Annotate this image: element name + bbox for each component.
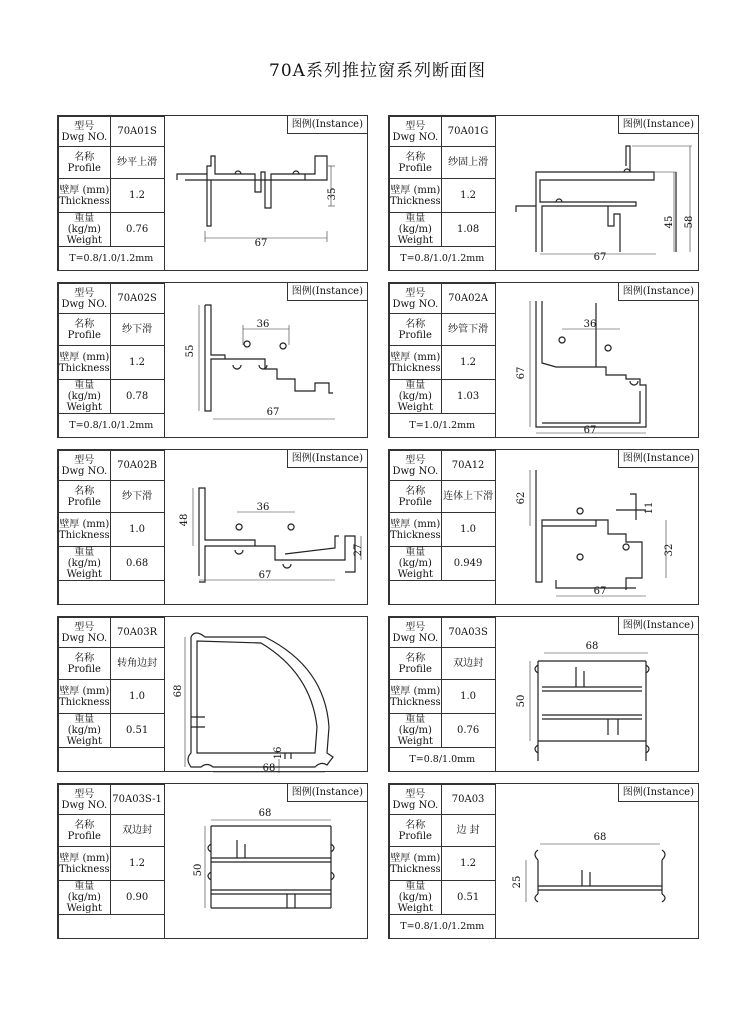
thickness-value: 1.2 <box>441 179 495 213</box>
instance-tag: 图例(Instance) <box>618 617 698 635</box>
dwg-number: 70A01S <box>110 117 164 147</box>
profile-card <box>57 616 368 772</box>
profile-name: 纱平上滑 <box>110 147 164 179</box>
profile-label: 名称 Profile <box>390 314 442 346</box>
profile-card <box>388 449 699 605</box>
weight-label: 重量(kg/m) Weight <box>59 714 111 748</box>
thickness-note: T=1.0/1.2mm <box>390 414 496 438</box>
dwg-label: 型号 Dwg NO. <box>59 451 111 481</box>
dimension-label: 55 <box>185 344 196 358</box>
dwg-number: 70A03R <box>110 618 164 648</box>
profile-name: 双边封 <box>441 648 495 680</box>
thickness-note: T=0.8/1.0/1.2mm <box>59 247 165 271</box>
dwg-number: 70A02S <box>110 284 164 314</box>
dwg-number: 70A03S-1 <box>110 785 164 815</box>
thickness-value: 1.2 <box>110 179 164 213</box>
profile-drawing <box>165 784 367 938</box>
dimension-label: 68 <box>585 641 599 652</box>
thickness-note: T=0.8/1.0/1.2mm <box>59 414 165 438</box>
dimension-label: 25 <box>512 875 523 889</box>
profile-label: 名称 Profile <box>59 147 111 179</box>
dimension-label: 67 <box>583 425 597 436</box>
spec-table <box>58 450 165 605</box>
dwg-label: 型号 Dwg NO. <box>390 451 442 481</box>
profile-name: 纱管下滑 <box>441 314 495 346</box>
weight-label: 重量(kg/m) Weight <box>59 380 111 414</box>
profile-card <box>388 616 699 772</box>
dwg-number: 70A03 <box>441 785 495 815</box>
thickness-value: 1.2 <box>110 346 164 380</box>
dwg-label: 型号 Dwg NO. <box>390 618 442 648</box>
weight-value: 0.51 <box>110 714 164 748</box>
weight-value: 1.03 <box>441 380 495 414</box>
dimension-label: 35 <box>327 187 338 201</box>
thickness-note: T=0.8/1.0/1.2mm <box>390 247 496 271</box>
profile-drawing <box>165 450 367 604</box>
instance-tag: 图例(Instance) <box>618 450 698 468</box>
dwg-number: 70A12 <box>441 451 495 481</box>
spec-table <box>389 450 496 605</box>
weight-label: 重量(kg/m) Weight <box>59 213 111 247</box>
thickness-label: 壁厚 (mm) Thickness <box>390 680 442 714</box>
profile-name: 转角边封 <box>110 648 164 680</box>
thickness-label: 壁厚 (mm) Thickness <box>59 346 111 380</box>
dwg-label: 型号 Dwg NO. <box>390 785 442 815</box>
weight-label: 重量(kg/m) Weight <box>390 881 442 915</box>
thickness-value: 1.2 <box>110 847 164 881</box>
spec-table <box>58 116 165 271</box>
dimension-label: 68 <box>593 832 607 843</box>
instance-tag: 图例(Instance) <box>287 283 367 301</box>
dwg-number: 70A02A <box>441 284 495 314</box>
dwg-number: 70A03S <box>441 618 495 648</box>
spec-table <box>58 617 165 772</box>
spec-table <box>389 116 496 271</box>
profile-name: 连体上下滑 <box>441 481 495 513</box>
dimension-label: 62 <box>516 491 527 505</box>
thickness-note: T=0.8/1.0/1.2mm <box>390 915 496 939</box>
dimension-label: 50 <box>193 863 204 877</box>
spec-table <box>389 784 496 939</box>
instance-tag: 图例(Instance) <box>287 784 367 802</box>
weight-label: 重量(kg/m) Weight <box>390 380 442 414</box>
dimension-label: 36 <box>256 319 270 330</box>
dwg-number: 70A02B <box>110 451 164 481</box>
weight-value: 0.90 <box>110 881 164 915</box>
dwg-number: 70A01G <box>441 117 495 147</box>
profile-name: 纱下滑 <box>110 481 164 513</box>
weight-label: 重量(kg/m) Weight <box>390 714 442 748</box>
thickness-note <box>390 581 496 605</box>
thickness-note <box>59 915 165 939</box>
cross-section-svg <box>165 450 369 606</box>
cross-section-svg <box>496 617 700 773</box>
profile-name: 双边封 <box>110 815 164 847</box>
thickness-note: T=0.8/1.0mm <box>390 748 496 772</box>
instance-tag: 图例(Instance) <box>618 116 698 134</box>
weight-value: 0.51 <box>441 881 495 915</box>
profile-drawing <box>496 283 698 437</box>
dwg-label: 型号 Dwg NO. <box>390 284 442 314</box>
weight-label: 重量(kg/m) Weight <box>390 213 442 247</box>
dimension-label: 67 <box>266 407 280 418</box>
profile-card <box>388 783 699 939</box>
dwg-label: 型号 Dwg NO. <box>59 284 111 314</box>
dwg-label: 型号 Dwg NO. <box>59 618 111 648</box>
dimension-label: 67 <box>593 586 607 597</box>
dimension-label: 32 <box>664 543 675 557</box>
dimension-label: 27 <box>353 543 364 557</box>
profile-label: 名称 Profile <box>390 815 442 847</box>
cross-section-svg <box>496 784 700 940</box>
profile-label: 名称 Profile <box>59 481 111 513</box>
cross-section-svg <box>165 617 369 773</box>
weight-value: 0.68 <box>110 547 164 581</box>
thickness-label: 壁厚 (mm) Thickness <box>390 346 442 380</box>
cross-section-svg <box>165 784 369 940</box>
profile-drawing <box>496 784 698 938</box>
cross-section-svg <box>165 116 369 272</box>
profile-card <box>57 449 368 605</box>
instance-tag: 图例(Instance) <box>287 116 367 134</box>
weight-label: 重量(kg/m) Weight <box>59 881 111 915</box>
profile-card <box>388 282 699 438</box>
dimension-label: 67 <box>593 252 607 263</box>
dimension-label: 67 <box>254 238 268 249</box>
thickness-label: 壁厚 (mm) Thickness <box>59 513 111 547</box>
instance-tag: 图例(Instance) <box>287 450 367 468</box>
profile-name: 纱下滑 <box>110 314 164 346</box>
thickness-value: 1.2 <box>441 847 495 881</box>
cross-section-svg <box>165 283 369 439</box>
dimension-label: 67 <box>258 570 272 581</box>
dimension-label: 67 <box>516 366 527 380</box>
spec-table <box>58 283 165 438</box>
profile-name: 边 封 <box>441 815 495 847</box>
weight-value: 1.08 <box>441 213 495 247</box>
profile-label: 名称 Profile <box>390 147 442 179</box>
spec-table <box>58 784 165 939</box>
profile-card <box>57 115 368 271</box>
profile-drawing <box>496 450 698 604</box>
thickness-label: 壁厚 (mm) Thickness <box>390 513 442 547</box>
profile-card <box>57 783 368 939</box>
profile-card <box>388 115 699 271</box>
thickness-value: 1.0 <box>110 513 164 547</box>
dwg-label: 型号 Dwg NO. <box>390 117 442 147</box>
profile-drawing <box>496 617 698 771</box>
spec-table <box>389 617 496 772</box>
thickness-note <box>59 748 165 772</box>
cross-section-svg <box>496 116 700 272</box>
dimension-label: 58 <box>684 215 695 229</box>
dimension-label: 11 <box>644 501 655 515</box>
profile-label: 名称 Profile <box>59 314 111 346</box>
profile-label: 名称 Profile <box>390 481 442 513</box>
weight-value: 0.76 <box>110 213 164 247</box>
thickness-note <box>59 581 165 605</box>
dimension-label: 68 <box>258 808 272 819</box>
profile-drawing <box>165 116 367 270</box>
profile-drawing <box>496 116 698 270</box>
spec-table <box>389 283 496 438</box>
profile-label: 名称 Profile <box>59 648 111 680</box>
thickness-label: 壁厚 (mm) Thickness <box>390 847 442 881</box>
weight-value: 0.76 <box>441 714 495 748</box>
weight-label: 重量(kg/m) Weight <box>390 547 442 581</box>
weight-value: 0.949 <box>441 547 495 581</box>
dimension-label: 68 <box>173 684 184 698</box>
cross-section-svg <box>496 450 700 606</box>
dimension-label: 45 <box>664 215 675 229</box>
profile-card <box>57 282 368 438</box>
dimension-label: 16 <box>273 746 284 760</box>
weight-label: 重量(kg/m) Weight <box>59 547 111 581</box>
dimension-label: 36 <box>256 502 270 513</box>
dimension-label: 36 <box>583 319 597 330</box>
thickness-value: 1.0 <box>441 680 495 714</box>
dimension-label: 68 <box>262 763 276 773</box>
thickness-value: 1.2 <box>441 346 495 380</box>
instance-tag: 图例(Instance) <box>618 784 698 802</box>
profile-drawing <box>165 617 367 771</box>
page-title: 70A系列推拉窗系列断面图 <box>269 61 486 81</box>
dwg-label: 型号 Dwg NO. <box>59 117 111 147</box>
instance-tag: 图例(Instance) <box>618 283 698 301</box>
thickness-label: 壁厚 (mm) Thickness <box>59 680 111 714</box>
dimension-label: 50 <box>516 694 527 708</box>
weight-value: 0.78 <box>110 380 164 414</box>
thickness-label: 壁厚 (mm) Thickness <box>59 179 111 213</box>
profile-label: 名称 Profile <box>390 648 442 680</box>
profile-drawing <box>165 283 367 437</box>
cross-section-svg <box>496 283 700 439</box>
thickness-value: 1.0 <box>110 680 164 714</box>
thickness-label: 壁厚 (mm) Thickness <box>59 847 111 881</box>
profile-name: 纱固上滑 <box>441 147 495 179</box>
profile-label: 名称 Profile <box>59 815 111 847</box>
dimension-label: 48 <box>179 513 190 527</box>
dwg-label: 型号 Dwg NO. <box>59 785 111 815</box>
thickness-label: 壁厚 (mm) Thickness <box>390 179 442 213</box>
thickness-value: 1.0 <box>441 513 495 547</box>
